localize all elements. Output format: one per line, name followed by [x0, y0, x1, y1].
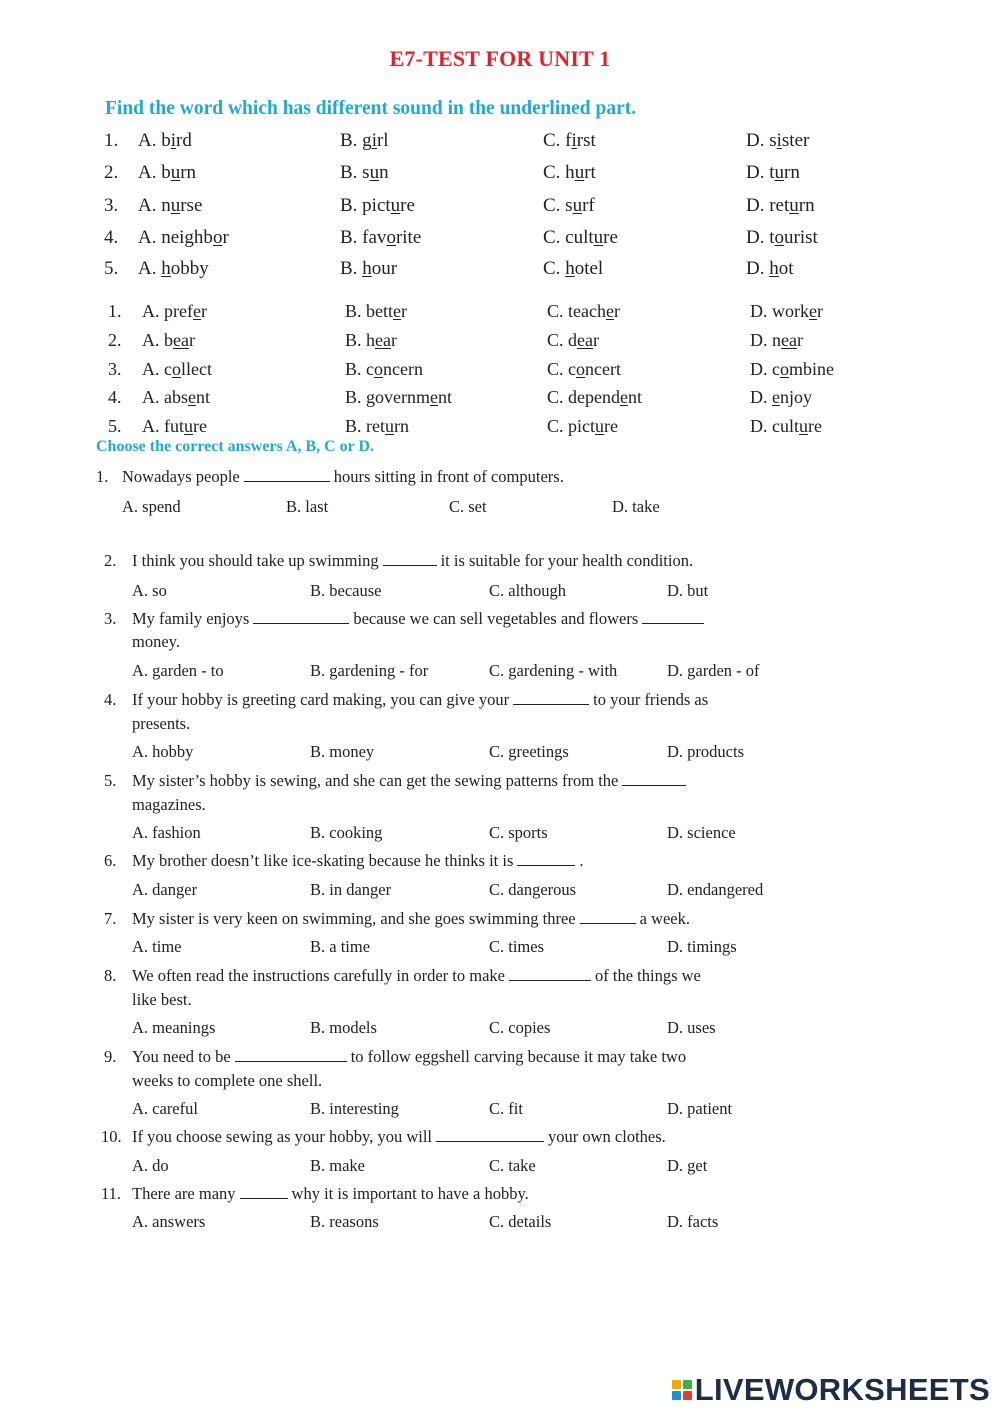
option-text: D. work: [750, 301, 809, 321]
option-text: r: [796, 330, 803, 350]
option-text: ster: [781, 130, 810, 151]
underlined-sound: h: [362, 258, 372, 279]
option-text: D. c: [750, 359, 780, 379]
answer-option: [345, 359, 423, 380]
answer-option: [138, 227, 229, 249]
option-text: B. g: [340, 130, 372, 151]
question-text: [132, 1127, 666, 1147]
answer-option: C. although: [489, 581, 566, 600]
option-text: ncern: [383, 359, 423, 379]
option-text: n: [379, 162, 389, 183]
answer-option: B. cooking: [310, 823, 383, 842]
answer-option: A. meanings: [132, 1018, 216, 1037]
question-text: [132, 551, 693, 571]
question-text-part: Nowadays people: [122, 467, 240, 486]
option-text: rn: [180, 162, 197, 183]
question-number: 8.: [104, 966, 117, 985]
answer-option: A. garden - to: [132, 661, 224, 680]
answer-option: D. uses: [667, 1018, 716, 1037]
answer-blank[interactable]: [253, 609, 349, 624]
answer-option: [750, 387, 812, 408]
answer-option: D. endangered: [667, 880, 764, 899]
option-text: llect: [181, 359, 212, 379]
answer-option: [340, 258, 397, 280]
option-text: C. pict: [547, 416, 595, 436]
answer-option: [345, 416, 409, 437]
option-text: C. f: [543, 130, 572, 151]
option-text: A. abs: [142, 387, 188, 407]
answer-blank[interactable]: [240, 1184, 288, 1199]
option-text: otel: [574, 258, 604, 279]
option-text: D. ret: [746, 195, 790, 216]
answer-option: A. spend: [122, 497, 181, 516]
answer-option: C. sports: [489, 823, 548, 842]
option-text: B. s: [340, 162, 370, 183]
answer-option: D. products: [667, 742, 744, 761]
answer-option: [547, 330, 599, 351]
answer-option: [142, 387, 210, 408]
question-text: [132, 909, 690, 929]
option-text: r: [188, 330, 195, 350]
part3-heading: Choose the correct answers A, B, C or D.: [96, 438, 375, 455]
answer-option: [142, 359, 212, 380]
question-number: 5.: [104, 258, 119, 279]
answer-blank[interactable]: [622, 771, 686, 786]
option-text: B. bett: [345, 301, 393, 321]
question-text-part: because we can sell vegetables and flowers: [353, 609, 639, 628]
underlined-sound: u: [799, 416, 808, 436]
question-text: [132, 851, 584, 871]
question-number: 10.: [101, 1127, 122, 1146]
question-number: 1.: [108, 301, 122, 321]
underlined-sound: e: [605, 301, 614, 321]
answer-option: [142, 330, 195, 351]
option-text: A. b: [138, 162, 171, 183]
option-text: r: [222, 227, 229, 248]
question-number: 4.: [104, 690, 117, 709]
answer-option: [750, 359, 834, 380]
answer-option: A. answers: [132, 1212, 206, 1231]
underlined-sound: u: [170, 195, 181, 216]
option-text: A. b: [142, 330, 173, 350]
logo-text: LIVEWORKSHEETS: [694, 1372, 990, 1407]
option-text: B. ret: [345, 416, 385, 436]
answer-option: [138, 195, 202, 217]
answer-option: C. gardening - with: [489, 661, 618, 680]
option-text: D. t: [746, 227, 775, 248]
answer-option: [547, 416, 618, 437]
option-text: C. d: [547, 330, 578, 350]
answer-option: A. fashion: [132, 823, 201, 842]
answer-option: [750, 330, 803, 351]
option-text: rt: [584, 162, 596, 183]
answer-option: A. hobby: [132, 742, 194, 761]
question-text-part: My sister is very keen on swimming, and she goes swimming three: [132, 909, 576, 928]
question-number: 9.: [104, 1047, 117, 1066]
answer-blank[interactable]: [513, 690, 589, 705]
logo-icon: [672, 1380, 692, 1400]
underlined-sound: u: [170, 162, 181, 183]
answer-option: C. copies: [489, 1018, 551, 1037]
answer-blank[interactable]: [580, 909, 636, 924]
underlined-sound: u: [593, 227, 604, 248]
question-text-part: it is suitable for your health condition.: [440, 551, 694, 570]
question-text: [132, 1184, 529, 1204]
answer-option: C. details: [489, 1212, 552, 1231]
option-text: rf: [582, 195, 595, 216]
answer-option: [543, 162, 596, 184]
answer-option: [750, 416, 822, 437]
underlined-sound: u: [774, 162, 784, 183]
option-text: D. s: [746, 130, 777, 151]
question-text-continued: magazines.: [132, 795, 206, 814]
answer-blank[interactable]: [244, 467, 330, 482]
question-text-continued: money.: [132, 632, 180, 651]
option-text: urist: [784, 227, 818, 248]
question-number: 3.: [108, 359, 122, 379]
part1-heading: Find the word which has different sound in the underlined part.: [105, 98, 637, 119]
option-text: our: [371, 258, 398, 279]
underlined-sound: o: [172, 359, 181, 379]
option-text: C. cult: [543, 227, 594, 248]
option-text: A. n: [138, 195, 171, 216]
underlined-sound: u: [789, 195, 799, 216]
answer-option: C. greetings: [489, 742, 569, 761]
answer-option: B. a time: [310, 937, 371, 956]
answer-option: [746, 258, 794, 280]
question-text-part: .: [579, 851, 584, 870]
option-text: njoy: [780, 387, 813, 407]
underlined-sound: o: [374, 359, 383, 379]
answer-option: D. take: [612, 497, 660, 516]
option-text: rse: [180, 195, 203, 216]
page-title: E7-TEST FOR UNIT 1: [389, 46, 611, 71]
answer-option: [543, 130, 596, 152]
question-text-part: We often read the instructions carefully in order to make: [132, 966, 505, 985]
answer-option: [138, 258, 209, 280]
answer-option: D. get: [667, 1156, 708, 1175]
question-text: [132, 1047, 686, 1067]
answer-option: [138, 162, 196, 184]
question-text-part: My family enjoys: [132, 609, 250, 628]
answer-option: A. so: [132, 581, 167, 600]
question-number: 4.: [108, 387, 122, 407]
question-number: 3.: [104, 195, 119, 216]
underlined-sound: e: [809, 301, 817, 321]
option-text: obby: [170, 258, 209, 279]
answer-option: C. fit: [489, 1099, 523, 1118]
question-number: 5.: [104, 771, 117, 790]
answer-blank[interactable]: [235, 1047, 347, 1062]
underlined-sound: o: [780, 359, 789, 379]
answer-option: [746, 227, 818, 249]
question-text: [122, 467, 564, 487]
option-text: re: [808, 416, 822, 436]
answer-option: [543, 195, 595, 217]
underlined-sound: i: [776, 130, 782, 151]
answer-option: [345, 330, 397, 351]
option-text: D. t: [746, 162, 775, 183]
question-text-part: If your hobby is greeting card making, you can give your: [132, 690, 510, 709]
answer-option: [138, 130, 192, 152]
answer-option: B. models: [310, 1018, 377, 1037]
answer-option: D. garden - of: [667, 661, 760, 680]
answer-option: [547, 387, 642, 408]
option-text: rst: [576, 130, 596, 151]
question-text-part: There are many: [132, 1184, 236, 1203]
question-number: 2.: [104, 551, 117, 570]
answer-option: [547, 301, 620, 322]
question-text-part: If you choose sewing as your hobby, you will: [132, 1127, 433, 1146]
option-text: nt: [438, 387, 453, 407]
option-text: rn: [798, 195, 815, 216]
question-text-part: of the things we: [595, 966, 701, 985]
underlined-sound: i: [170, 130, 177, 151]
option-text: rn: [394, 416, 409, 436]
option-text: re: [400, 195, 415, 216]
question-text-continued: presents.: [132, 714, 191, 733]
answer-option: A. do: [132, 1156, 169, 1175]
option-text: nt: [196, 387, 211, 407]
answer-option: B. make: [310, 1156, 365, 1175]
answer-option: C. dangerous: [489, 880, 577, 899]
option-text: B. c: [345, 359, 374, 379]
option-text: r: [200, 301, 207, 321]
option-text: rd: [176, 130, 192, 151]
option-text: C. s: [543, 195, 573, 216]
question-text-part: hours sitting in front of computers.: [333, 467, 564, 486]
question-text-part: to follow eggshell carving because it may take two: [350, 1047, 687, 1066]
option-text: re: [603, 227, 618, 248]
question-text-part: your own clothes.: [548, 1127, 666, 1146]
option-text: B.: [340, 258, 363, 279]
underlined-sound: o: [576, 359, 585, 379]
answer-option: D. but: [667, 581, 709, 600]
answer-blank[interactable]: [517, 851, 575, 866]
answer-option: [340, 162, 389, 184]
underlined-sound: u: [385, 416, 394, 436]
option-text: A. pref: [142, 301, 193, 321]
option-text: C. h: [543, 162, 575, 183]
underlined-sound: o: [774, 227, 784, 248]
option-text: r: [391, 330, 397, 350]
answer-option: D. timings: [667, 937, 737, 956]
question-number: 2.: [108, 330, 122, 350]
answer-option: B. interesting: [310, 1099, 399, 1118]
option-text: C. c: [547, 359, 576, 379]
answer-blank[interactable]: [642, 609, 704, 624]
underlined-sound: u: [595, 416, 604, 436]
underlined-sound: e: [393, 301, 401, 321]
answer-option: B. money: [310, 742, 375, 761]
answer-option: B. in danger: [310, 880, 392, 899]
answer-option: C. times: [489, 937, 545, 956]
question-number: 6.: [104, 851, 117, 870]
option-text: ncert: [585, 359, 621, 379]
answer-option: B. because: [310, 581, 382, 600]
underlined-sound: h: [565, 258, 575, 279]
option-text: D. n: [750, 330, 781, 350]
underlined-sound: u: [184, 416, 193, 436]
option-text: A. b: [138, 130, 171, 151]
answer-blank[interactable]: [436, 1127, 544, 1142]
question-text-part: I think you should take up swimming: [132, 551, 379, 570]
question-text-continued: weeks to complete one shell.: [132, 1071, 323, 1090]
option-text: r: [613, 301, 620, 321]
question-text-part: a week.: [639, 909, 690, 928]
answer-option: B. reasons: [310, 1212, 379, 1231]
answer-option: [142, 416, 207, 437]
answer-option: [340, 195, 415, 217]
underlined-sound: e: [188, 387, 196, 407]
question-number: 7.: [104, 909, 117, 928]
answer-option: D. patient: [667, 1099, 733, 1118]
option-text: ot: [778, 258, 794, 279]
underlined-sound: h: [161, 258, 171, 279]
option-text: re: [604, 416, 618, 436]
answer-option: D. facts: [667, 1212, 719, 1231]
answer-option: [543, 227, 618, 249]
underlined-sound: e: [192, 301, 201, 321]
underlined-sound: ea: [173, 330, 189, 350]
question-number: 5.: [108, 416, 122, 436]
question-text-part: You need to be: [132, 1047, 231, 1066]
underlined-sound: i: [571, 130, 577, 151]
option-text: r: [401, 301, 407, 321]
answer-option: [142, 301, 207, 322]
option-text: rite: [395, 227, 422, 248]
option-text: B. pict: [340, 195, 391, 216]
underlined-sound: o: [386, 227, 396, 248]
answer-option: A. danger: [132, 880, 198, 899]
option-text: A. c: [142, 359, 172, 379]
underlined-sound: o: [212, 227, 223, 248]
answer-option: [340, 227, 421, 249]
answer-option: [746, 195, 815, 217]
underlined-sound: ea: [781, 330, 797, 350]
answer-option: C. take: [489, 1156, 536, 1175]
underlined-sound: e: [772, 387, 780, 407]
answer-option: [547, 359, 621, 380]
question-text: [132, 690, 708, 710]
underlined-sound: u: [572, 195, 583, 216]
question-number: 2.: [104, 162, 119, 183]
underlined-sound: e: [619, 387, 628, 407]
option-text: C.: [543, 258, 566, 279]
question-text: [132, 966, 701, 986]
liveworksheets-logo: [672, 1372, 990, 1408]
answer-option: [345, 387, 452, 408]
option-text: D.: [750, 387, 772, 407]
answer-option: [750, 301, 823, 322]
question-number: 3.: [104, 609, 117, 628]
answer-option: [746, 130, 809, 152]
option-text: r: [593, 330, 599, 350]
question-text: [132, 771, 690, 791]
answer-blank[interactable]: [383, 551, 437, 566]
underlined-sound: u: [390, 195, 401, 216]
underlined-sound: ea: [577, 330, 593, 350]
question-text-part: to your friends as: [593, 690, 709, 709]
option-text: re: [193, 416, 207, 436]
question-text-part: My brother doesn’t like ice-skating because he thinks it is: [132, 851, 514, 870]
option-text: mbine: [789, 359, 834, 379]
option-text: D.: [746, 258, 770, 279]
option-text: r: [817, 301, 823, 321]
answer-blank[interactable]: [509, 966, 591, 981]
option-text: D. cult: [750, 416, 799, 436]
answer-option: [340, 130, 389, 152]
option-text: B. fav: [340, 227, 387, 248]
underlined-sound: ea: [375, 330, 391, 350]
option-text: A.: [138, 258, 162, 279]
option-text: rn: [784, 162, 800, 183]
question-text-part: why it is important to have a hobby.: [291, 1184, 529, 1203]
underlined-sound: i: [371, 130, 377, 151]
option-text: A. fut: [142, 416, 184, 436]
answer-option: [543, 258, 603, 280]
option-text: B. governm: [345, 387, 430, 407]
question-text-continued: like best.: [132, 990, 192, 1009]
answer-option: D. science: [667, 823, 736, 842]
answer-option: B. last: [286, 497, 329, 516]
answer-option: A. careful: [132, 1099, 198, 1118]
answer-option: B. gardening - for: [310, 661, 429, 680]
option-text: rl: [376, 130, 389, 151]
answer-option: [345, 301, 407, 322]
answer-option: C. set: [449, 497, 487, 516]
question-text: [132, 609, 708, 629]
question-number: 4.: [104, 227, 119, 248]
question-number: 11.: [101, 1184, 122, 1203]
question-number: 1.: [96, 467, 109, 486]
answer-option: A. time: [132, 937, 182, 956]
underlined-sound: e: [430, 387, 438, 407]
question-text-part: My sister’s hobby is sewing, and she can get the sewing patterns from the: [132, 771, 619, 790]
option-text: C. teach: [547, 301, 606, 321]
option-text: nt: [627, 387, 642, 407]
option-text: B. h: [345, 330, 376, 350]
answer-option: [746, 162, 800, 184]
question-number: 1.: [104, 130, 119, 151]
option-text: C. depend: [547, 387, 620, 407]
underlined-sound: u: [369, 162, 380, 183]
underlined-sound: u: [574, 162, 585, 183]
option-text: A. neighb: [138, 227, 213, 248]
underlined-sound: h: [769, 258, 779, 279]
